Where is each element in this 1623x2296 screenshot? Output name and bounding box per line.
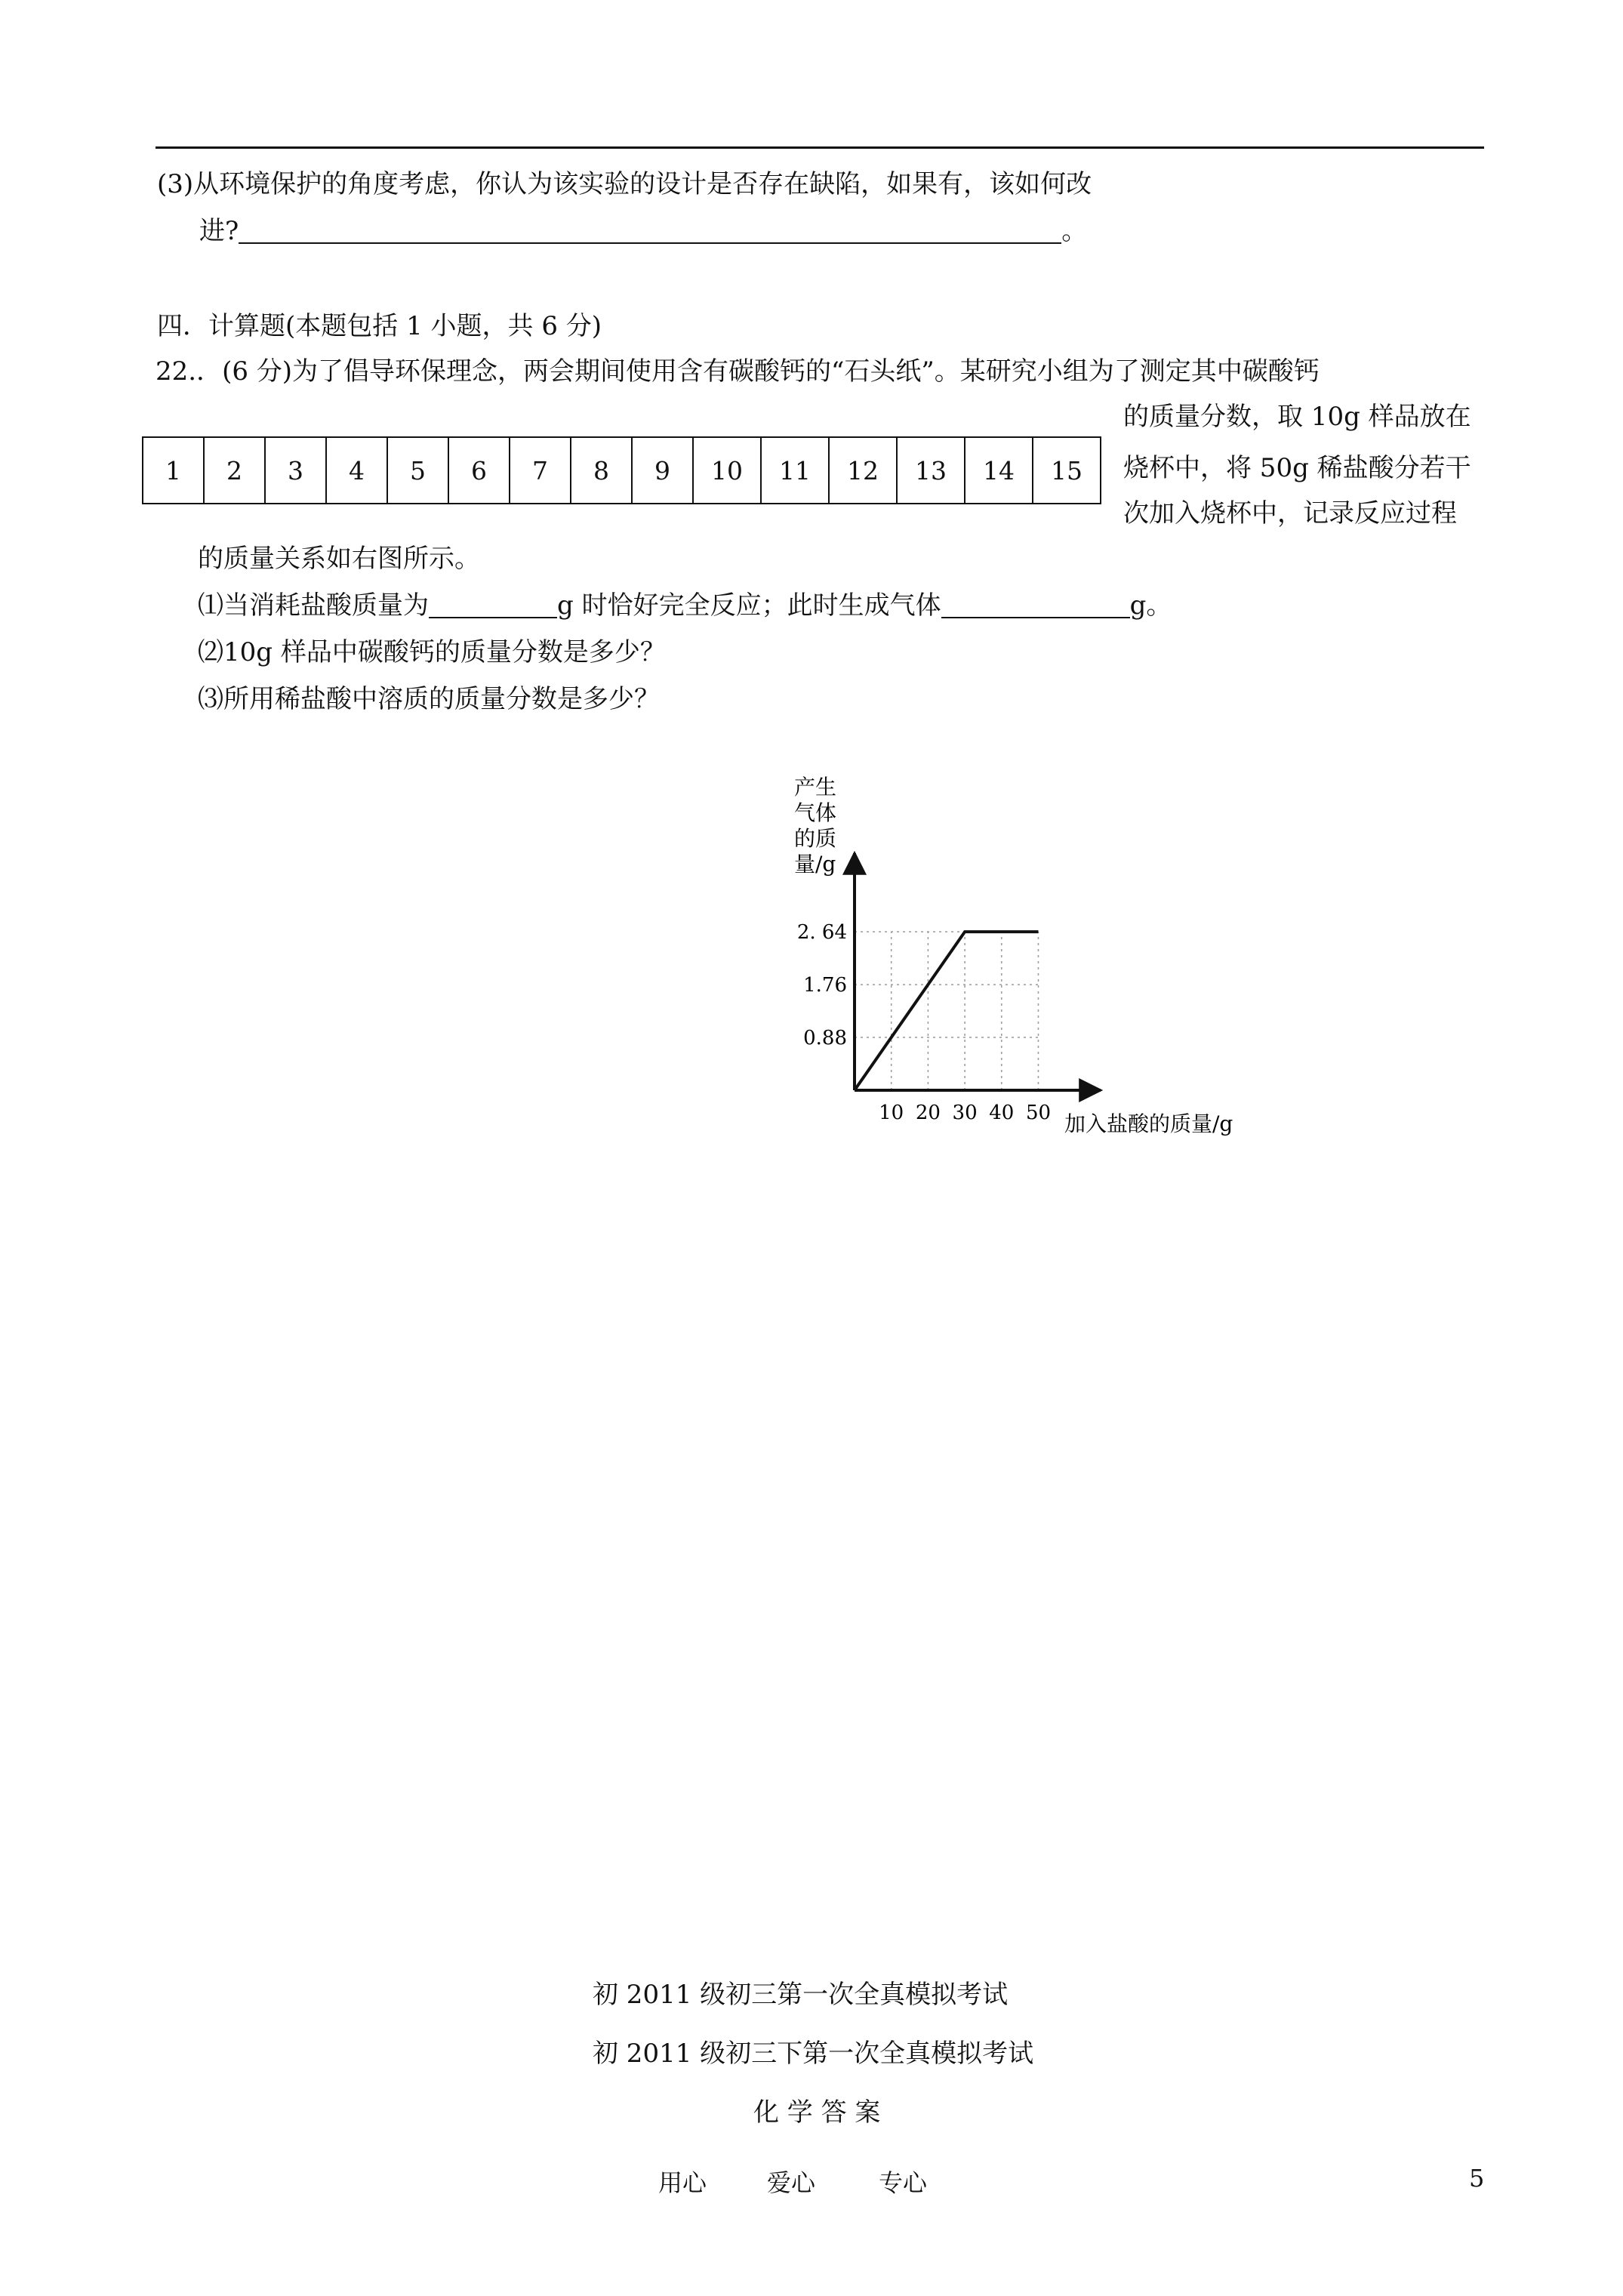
number-cell: 6 (448, 437, 510, 504)
number-cell: 4 (326, 437, 387, 504)
q22-sub1 (198, 589, 1172, 622)
q22-line-after: 的质量关系如右图所示。 (198, 544, 480, 574)
section4-title: 四．计算题(本题包括 1 小题，共 6 分) (157, 311, 602, 341)
footer-line3: 化 学 答 案 (753, 2097, 881, 2128)
y-label-line: 的质 (794, 826, 837, 851)
y-axis-label (794, 775, 836, 877)
q21-3-suffix: 。 (1061, 216, 1088, 246)
footer-motto-3: 专心 (879, 2168, 928, 2197)
x-axis-label: 加入盐酸的质量/g (1064, 1111, 1233, 1136)
footer-motto-1: 用心 (658, 2168, 707, 2197)
top-rule (156, 146, 1484, 149)
q22-sub1-c: g。 (1129, 590, 1172, 621)
number-cell: 8 (571, 437, 632, 504)
q21-3-line1: (3)从环境保护的角度考虑，你认为该实验的设计是否存在缺陷，如果有，该如何改 (157, 169, 1092, 199)
y-tick-label: 0.88 (803, 1027, 847, 1050)
number-cell: 7 (510, 437, 571, 504)
number-strip (142, 436, 1101, 504)
series-line (855, 932, 1039, 1090)
x-tick-label: 20 (915, 1102, 941, 1124)
q22-sub1-a: ⑴当消耗盐酸质量为 (198, 590, 429, 621)
acid-mass-blank[interactable] (429, 591, 557, 618)
gas-mass-chart (785, 770, 1298, 1155)
x-tick-label: 30 (952, 1102, 978, 1124)
number-cell: 1 (143, 437, 204, 504)
x-tick-label: 40 (989, 1102, 1015, 1124)
number-cell: 3 (265, 437, 326, 504)
number-cell: 12 (829, 437, 897, 504)
q22-wrap2: 烧杯中，将 50g 稀盐酸分若干 (1123, 453, 1471, 483)
footer-line1: 初 2011 级初三第一次全真模拟考试 (593, 1980, 1009, 2010)
number-cell: 11 (761, 437, 829, 504)
number-cell: 14 (965, 437, 1033, 504)
number-cell: 9 (632, 437, 693, 504)
footer-line2: 初 2011 级初三下第一次全真模拟考试 (593, 2039, 1034, 2069)
number-cell: 5 (387, 437, 448, 504)
y-label-line: 气体 (794, 800, 837, 825)
page-number: 5 (1469, 2164, 1485, 2193)
y-label-line: 量/g (794, 852, 836, 877)
x-tick-labels (879, 1102, 1051, 1124)
y-tick-labels (797, 921, 847, 1049)
number-cell: 13 (897, 437, 965, 504)
q22-line1: 22.．(6 分)为了倡导环保理念，两会期间使用含有碳酸钙的“石头纸”。某研究小组为了测定其中碳酸钙 (156, 356, 1320, 387)
y-tick-label: 1.76 (803, 974, 847, 997)
number-cell: 2 (204, 437, 265, 504)
y-label-line: 产生 (794, 775, 837, 800)
number-cell: 10 (693, 437, 761, 504)
number-cell: 15 (1033, 437, 1101, 504)
gas-mass-blank[interactable] (941, 591, 1130, 618)
q21-3-line2 (199, 214, 1087, 248)
q22-sub2: ⑵10g 样品中碳酸钙的质量分数是多少？ (198, 637, 666, 667)
y-tick-label: 2. 64 (796, 921, 847, 945)
q22-wrap3: 次加入烧杯中，记录反应过程 (1123, 498, 1457, 529)
x-tick-label: 10 (879, 1102, 904, 1124)
footer-motto-2: 爱心 (767, 2168, 816, 2197)
q22-sub1-b: g 时恰好完全反应；此时生成气体 (557, 590, 941, 621)
q21-3-prefix: 进? (199, 216, 239, 246)
q21-3-answer-blank[interactable] (239, 217, 1061, 244)
x-tick-label: 50 (1025, 1102, 1052, 1124)
q22-sub3: ⑶所用稀盐酸中溶质的质量分数是多少？ (198, 684, 660, 714)
q22-wrap1: 的质量分数，取 10g 样品放在 (1123, 402, 1471, 432)
